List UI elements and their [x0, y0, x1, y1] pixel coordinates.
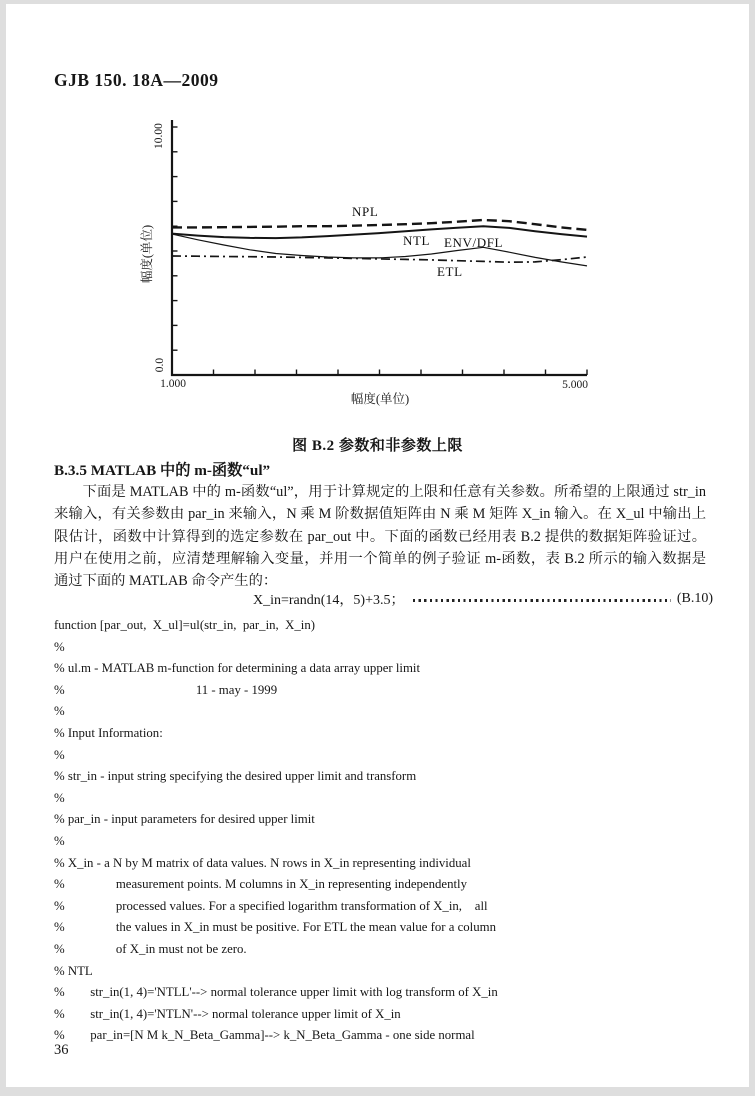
code-line: % [54, 747, 65, 762]
equation-row [253, 589, 713, 609]
page-number: 36 [54, 1042, 69, 1058]
paragraph-line: 来输入，有关参数由 par_in 来输入，N 乘 M 阶数据值矩阵由 N 乘 M 矩阵 X_in 输入。在 X_ul 中输出上 [54, 506, 706, 523]
code-line: % str_in - input string specifying the desired upper limit and transform [54, 769, 417, 784]
equation-expression: X_in=randn(14，5)+3.5； [253, 593, 405, 608]
code-line: % [54, 833, 65, 848]
paragraph-line: 通过下面的 MATLAB 命令产生的： [54, 573, 278, 590]
matlab-code-block [54, 615, 714, 1047]
code-line: % par_in=[N M k_N_Beta_Gamma]--> k_N_Beta_Gamma - one side normal [54, 1028, 475, 1043]
code-line: % measurement points. M columns in X_in representing independently [54, 877, 467, 892]
code-line: % the values in X_in must be positive. For ETL the mean value for a column [54, 920, 496, 935]
x-axis-title: 幅度(单位) [350, 392, 410, 406]
series-label-npl: NPL [352, 204, 379, 219]
code-line: % ul.m - MATLAB m-function for determining a data array upper limit [54, 661, 421, 676]
doc-number: GJB 150. 18A—2009 [54, 70, 219, 90]
series-label-env-dfl: ENV/DFL [444, 235, 504, 250]
code-line: % NTL [54, 963, 93, 978]
figure-caption: 图 B.2 参数和非参数上限 [292, 438, 463, 454]
code-line: % of X_in must not be zero. [54, 941, 247, 956]
paragraph-line: 用户在使用之前，应清楚理解输入变量，并用一个简单的例子验证 m-函数，表 B.2 所示的输入数据是 [54, 550, 706, 567]
paragraph-line: 限估计，函数中计算得到的选定参数在 par_out 中。下面的函数已经用表 B.2 提供的数据矩阵验证过。 [54, 528, 706, 545]
series-label-ntl: NTL [403, 233, 431, 248]
code-line: % Input Information: [54, 725, 163, 740]
equation-number: (B.10) [676, 591, 713, 606]
paragraph-line: 下面是 MATLAB 中的 m-函数“ul”，用于计算规定的上限和任意有关参数。所希望的上限通过 str_in [82, 484, 706, 500]
code-line: % [54, 790, 65, 805]
series-label-etl: ETL [437, 264, 463, 279]
document-page [6, 4, 749, 1087]
code-line: % [54, 704, 65, 719]
code-line: % [54, 639, 65, 654]
code-line: % str_in(1, 4)='NTLN'--> normal tolerance upper limit of X_in [54, 1006, 401, 1021]
figure-b2-chart [140, 112, 625, 417]
section-heading: B.3.5 MATLAB 中的 m-函数“ul” [54, 462, 271, 479]
x-axis-min-tick-label: 1.000 [160, 378, 186, 390]
dot-leader [413, 599, 671, 601]
x-axis-max-tick-label: 5.000 [562, 379, 588, 391]
y-axis-title: 幅度(单位) [140, 224, 154, 284]
code-line: % par_in - input parameters for desired upper limit [54, 812, 315, 827]
code-line: % 11 - may - 1999 [54, 682, 278, 697]
code-line: % str_in(1, 4)='NTLL'--> normal tolerance upper limit with log transform of X_in [54, 985, 498, 1000]
y-axis-max-tick-label: 10.00 [153, 123, 165, 149]
code-line: % X_in - a N by M matrix of data values. N rows in X_in representing individual [54, 855, 471, 870]
body-paragraph [54, 481, 706, 592]
chart-canvas [140, 112, 610, 412]
code-line: function [par_out, X_ul]=ul(str_in, par_in, X_in) [54, 618, 315, 632]
code-line: % processed values. For a specified logarithm transformation of X_in, all [54, 898, 488, 913]
y-axis-min-tick-label: 0.0 [154, 357, 166, 373]
